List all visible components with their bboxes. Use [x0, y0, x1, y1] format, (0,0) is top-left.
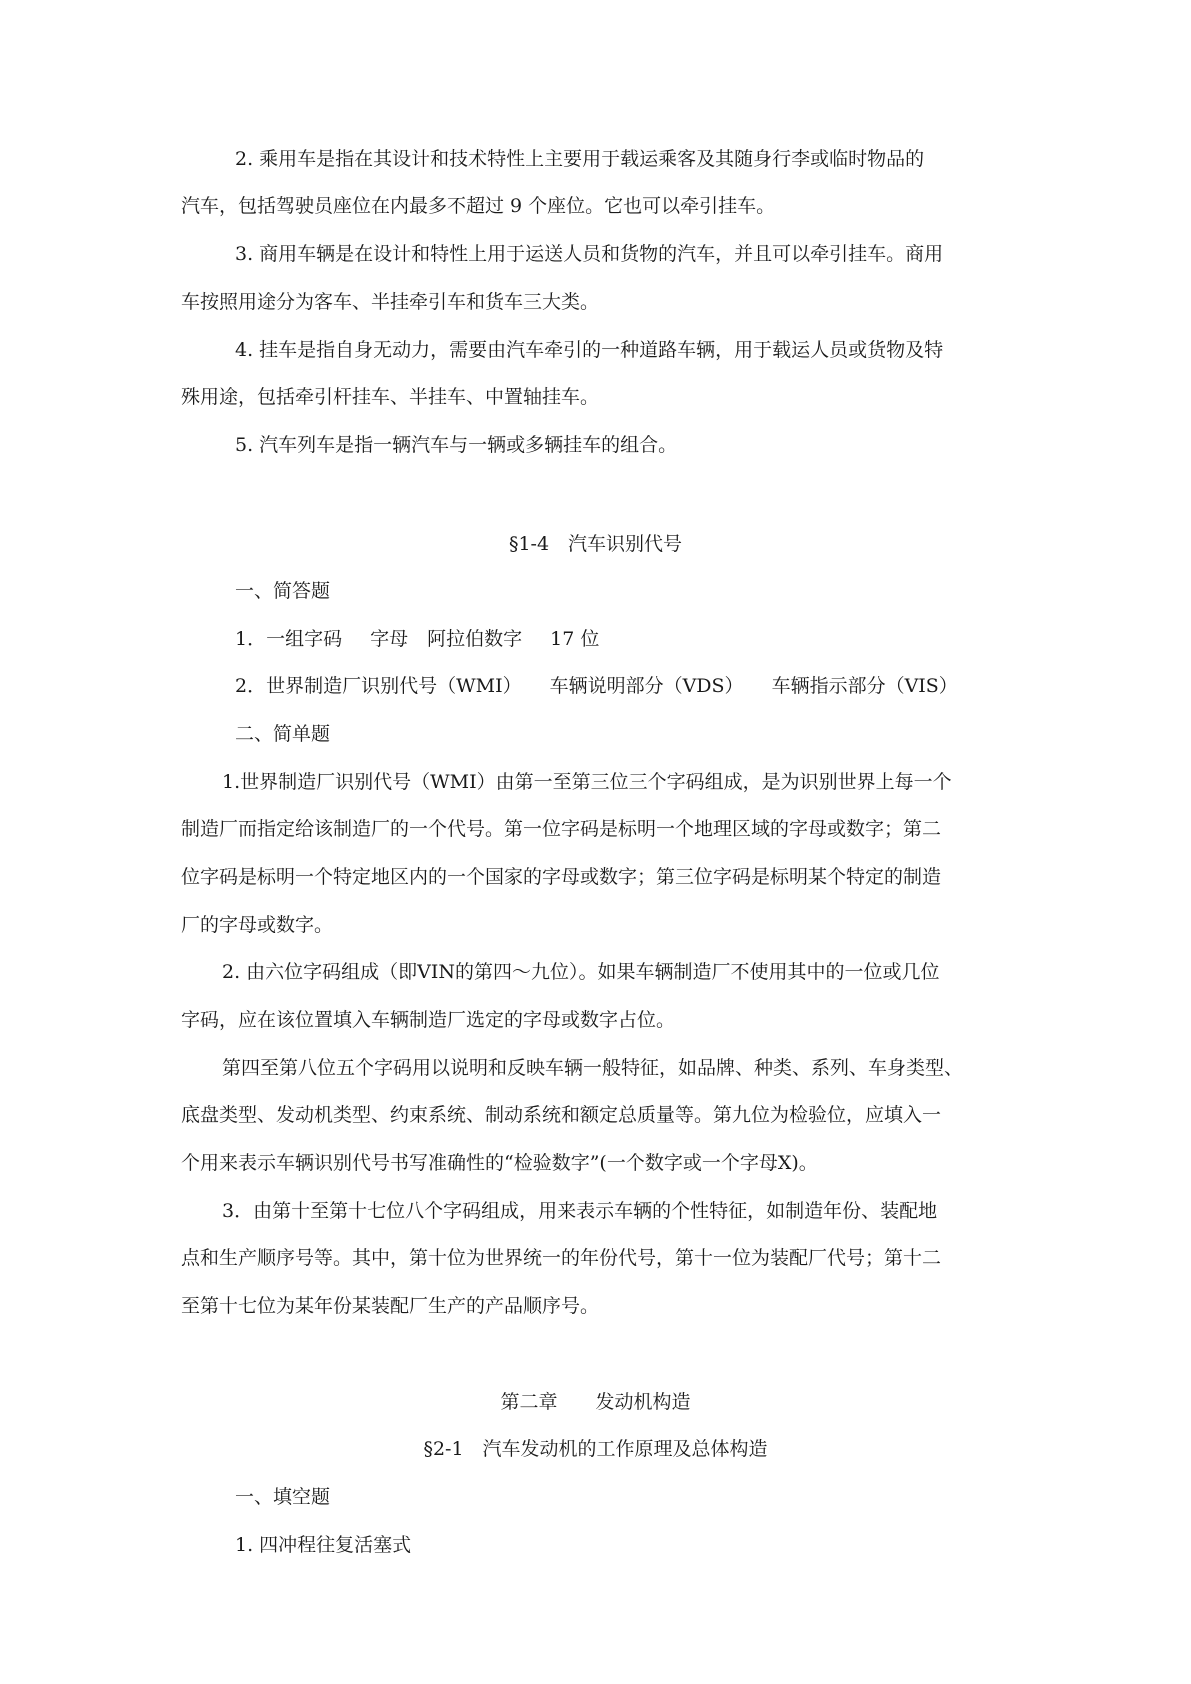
answer-2-part-c: 车辆指示部分（VIS） — [771, 675, 958, 697]
answer-1 — [0, 627, 1191, 651]
paragraph-wmi-line-1: 1.世界制造厂识别代号（WMI）由第一至第三位三个字码组成，是为识别世界上每一个 — [222, 771, 952, 793]
paragraph-commercial-vehicle-line-1: 3. 商用车辆是在设计和特性上用于运送人员和货物的汽车，并且可以牵引挂车。商用 — [235, 243, 944, 265]
subheading-fill-in-blank: 一、填空题 — [235, 1486, 331, 1508]
paragraph-passenger-car-line-2: 汽车，包括驾驶员座位在内最多不超过 9 个座位。它也可以牵引挂车。 — [181, 195, 776, 217]
answer-1-part-a: 1．一组字码 — [235, 628, 343, 650]
paragraph-road-train: 5. 汽车列车是指一辆汽车与一辆或多辆挂车的组合。 — [235, 434, 678, 456]
subheading-short-answer: 一、简答题 — [235, 580, 331, 602]
paragraph-vis-line-1: 3．由第十至第十七位八个字码组成，用来表示车辆的个性特征，如制造年份、装配地 — [222, 1200, 938, 1222]
paragraph-vds-line-4: 底盘类型、发动机类型、约束系统、制动系统和额定总质量等。第九位为检验位，应填入一 — [181, 1104, 942, 1126]
paragraph-passenger-car-line-1: 2. 乘用车是指在其设计和技术特性上主要用于载运乘客及其随身行李或临时物品的 — [235, 148, 925, 170]
answer-2 — [0, 674, 1191, 698]
paragraph-commercial-vehicle-line-2: 车按照用途分为客车、半挂牵引车和货车三大类。 — [181, 291, 600, 313]
answer-2-part-b: 车辆说明部分（VDS） — [549, 675, 744, 697]
section-heading-1-4: §1-4 汽车识别代号 — [508, 533, 683, 555]
paragraph-wmi-line-4: 厂的字母或数字。 — [181, 914, 334, 936]
fill-answer-1: 1. 四冲程往复活塞式 — [235, 1534, 412, 1556]
paragraph-vis-line-3: 至第十七位为某年份某装配厂生产的产品顺序号。 — [181, 1295, 600, 1317]
paragraph-vds-line-3: 第四至第八位五个字码用以说明和反映车辆一般特征，如品牌、种类、系列、车身类型、 — [222, 1057, 964, 1079]
chapter-heading-2: 第二章 发动机构造 — [500, 1391, 691, 1413]
paragraph-wmi-line-3: 位字码是标明一个特定地区内的一个国家的字母或数字；第三位字码是标明某个特定的制造 — [181, 866, 942, 888]
subheading-simple-question: 二、简单题 — [235, 723, 331, 745]
paragraph-vis-line-2: 点和生产顺序号等。其中，第十位为世界统一的年份代号，第十一位为装配厂代号；第十二 — [181, 1247, 942, 1269]
answer-1-part-b: 字母 阿拉伯数字 — [370, 628, 523, 650]
paragraph-trailer-line-1: 4. 挂车是指自身无动力，需要由汽车牵引的一种道路车辆，用于载运人员或货物及特 — [235, 339, 944, 361]
paragraph-vds-line-1: 2. 由六位字码组成（即VIN的第四～九位）。如果车辆制造厂不使用其中的一位或几位 — [222, 961, 940, 983]
paragraph-vds-line-2: 字码，应在该位置填入车辆制造厂选定的字母或数字占位。 — [181, 1009, 676, 1031]
answer-1-part-c: 17 位 — [550, 628, 600, 650]
paragraph-wmi-line-2: 制造厂而指定给该制造厂的一个代号。第一位字码是标明一个地理区域的字母或数字；第二 — [181, 818, 942, 840]
paragraph-trailer-line-2: 殊用途，包括牵引杆挂车、半挂车、中置轴挂车。 — [181, 386, 600, 408]
section-heading-2-1: §2-1 汽车发动机的工作原理及总体构造 — [423, 1438, 768, 1460]
answer-2-part-a: 2．世界制造厂识别代号（WMI） — [235, 675, 522, 697]
paragraph-vds-line-5: 个用来表示车辆识别代号书写准确性的“检验数字”(一个数字或一个字母Ⅹ)。 — [181, 1152, 818, 1174]
